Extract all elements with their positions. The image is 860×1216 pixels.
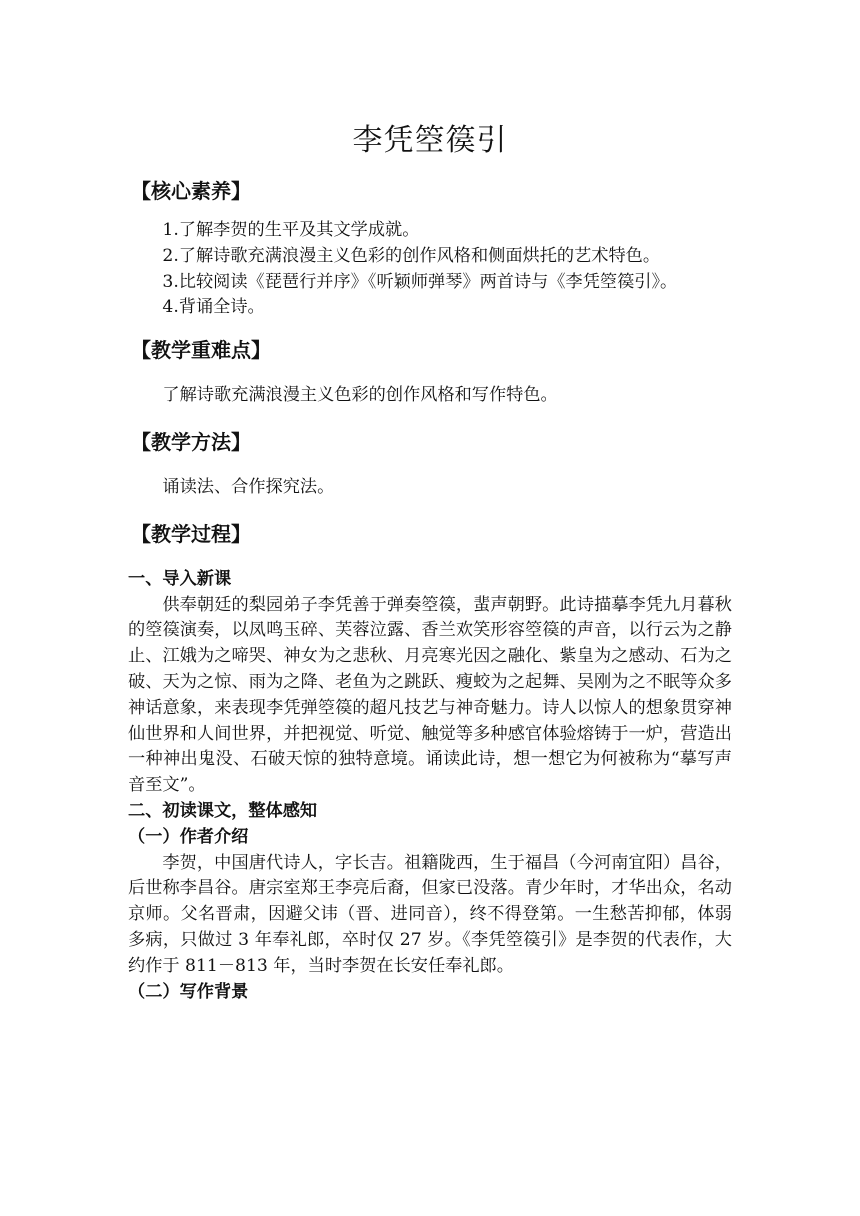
author-intro-heading: （一）作者介绍 (128, 826, 249, 847)
core-list (128, 218, 732, 321)
section-heading-core: 【核心素养】 (131, 179, 251, 203)
part1-heading: 一、导入新课 (128, 568, 232, 589)
key-points-text: 了解诗歌充满浪漫主义色彩的创作风格和写作特色。 (162, 385, 558, 406)
document-page (128, 0, 732, 1005)
background-heading: （二）写作背景 (128, 981, 249, 1002)
author-intro-text: 李贺，中国唐代诗人，字长吉。祖籍陇西，生于福昌（今河南宜阳）昌谷，后世称李昌谷。唐宗室郑王李亮后裔，但家已没落。青少年时，才华出众，名动京师。父名晋肃，因避父讳（晋、进同音），终不得登第。一生愁苦抑郁，体弱多病，只做过 3 年奉礼郎，卒时仅 27 岁。《李凭箜篌引》是李贺的代表作，大约作于 811－813 年，当时李贺在长安任奉礼郎。 (128, 852, 732, 976)
methods-text: 诵读法、合作探究法。 (162, 476, 335, 497)
list-item: 3.比较阅读《琵琶行并序》《听颖师弹琴》两首诗与《李凭箜篌引》。 (162, 271, 678, 292)
section-heading-process: 【教学过程】 (131, 521, 251, 546)
section-heading-key-points: 【教学重难点】 (131, 338, 271, 363)
part2-heading: 二、初读课文，整体感知 (128, 800, 318, 821)
list-item: 2.了解诗歌充满浪漫主义色彩的创作风格和侧面烘托的艺术特色。 (162, 245, 661, 266)
section-heading-methods: 【教学方法】 (131, 429, 251, 454)
list-item: 1.了解李贺的生平及其文学成就。 (162, 220, 420, 240)
part1-text: 供奉朝廷的梨园弟子李凭善于弹奏箜篌，蜚声朝野。此诗描摹李凭九月暮秋的箜篌演奏，以凤鸣玉碎、芙蓉泣露、香兰欢笑形容箜篌的声音，以行云为之静止、江娥为之啼哭、神女为之悲秋、月亮寒光因之融化、紫皇为之感动、石为之破、天为之惊、雨为之降、老鱼为之跳跃、瘦蛟为之起舞、吴刚为之不眠等众多神话意象，来表现李凭弹箜篌的超凡技艺与神奇魅力。诗人以惊人的想象贯穿神仙世界和人间世界，并把视觉、听觉、触觉等多种感官体验熔铸于一炉，营造出一种神出鬼没、石破天惊的独特意境。诵读此诗，想一想它为何被称为“摹写声音至文”。 (128, 594, 732, 796)
page-title: 李凭箜篌引 (352, 123, 508, 158)
list-item: 4.背诵全诗。 (162, 297, 265, 318)
